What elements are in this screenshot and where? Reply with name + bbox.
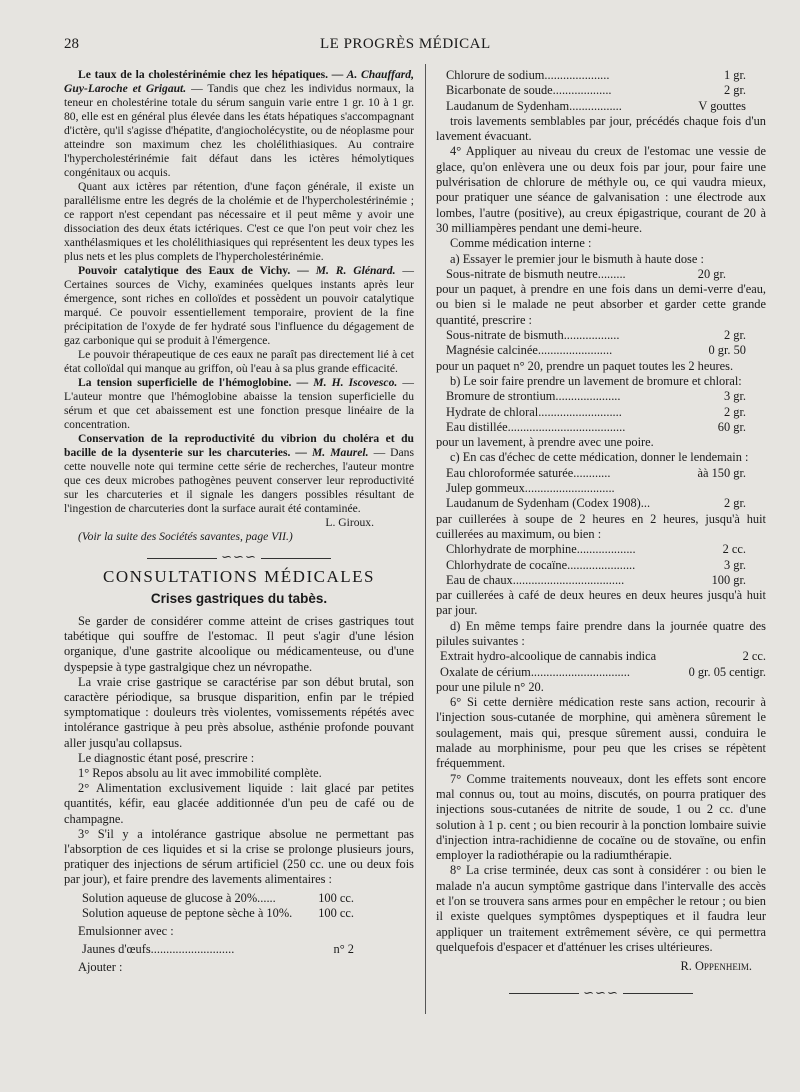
- paragraph: Se garder de considérer comme atteint de crises gastriques tout tabétique qui souffre de l'estomac. Il peut s'agir d'une lésion organique, d'une gastrite alcoolique ou médicamenteuse, ou d'une dyspepsie à type gastralgique chez un névropathe.: [64, 614, 414, 674]
- paragraph: Le pouvoir thérapeutique de ces eaux ne paraît pas directement lié à cet état colloïdal qui manque au griffon, où l'eau à sa plus grande efficacité.: [64, 348, 414, 375]
- prescription-line: Solution aqueuse de glucose à 20%...... 100 cc.: [82, 890, 354, 905]
- paragraph: 1° Repos absolu au lit avec immobilité complète.: [78, 766, 322, 781]
- abstract-vichy: [64, 264, 414, 348]
- abstract-body: — Tandis que chez les individus normaux, la teneur en cholestérine totale du sérum sanguin varie entre 1 gr. 10 à 1 gr. 80, elle est en général plus élevée dans les états hépatiques s'accompagnant d'ictère, qu'il s'agisse d'hépatite, d'angiocholécystite, ou de néoplasme pour atteindre son maximum chez les cholélithiasiques. Au contraire l'hypercholestérinémie fait défaut dans les ictères hémolytiques congénitaux ou acquis.: [64, 82, 414, 179]
- prescription-block: [436, 267, 766, 282]
- abstract-heading: Le taux de la cholestérinémie chez les hépatiques.: [78, 68, 328, 81]
- prescription-line: Bicarbonate de soude................... 2 gr.: [446, 83, 746, 98]
- prescription-line: Magnésie calcinée........................ 0 gr. 50: [446, 343, 746, 358]
- abstract-authors: — M. Maurel.: [295, 446, 369, 459]
- paragraph: 8° La crise terminée, deux cas sont à considérer : ou bien le malade n'a aucun symptôme gastrique dans l'intervalle des accès et l'on se trouvera sans armes pour en empêcher le retour ; ou bien il existe quelques symptômes dyspeptiques et il faudra leur appliquer un traitement extrêmement sévère, ce qui permettra quelquefois d'espacer et d'atténuer les crises ultérieures.: [436, 863, 766, 954]
- paragraph: par cuillerées à soupe de 2 heures en 2 heures, jusqu'à huit cuillerées au maximum, ou bien :: [436, 511, 766, 541]
- paragraph: Quant aux ictères par rétention, d'une façon générale, il existe un parallélisme entre les degrés de la cholémie et de l'hypercholestérinémie ; ce rapport n'est cependant pas nécessaire et il peut même y avoir une dissociation des deux états ictériques. C'est ce que l'on peut voir chez les xanthélasmiques et les cholélithiasiques qui représentent les deux types les plus nets et les plus complets de l'hypercholestérinémie.: [64, 180, 414, 263]
- abstract-heading: La tension superficielle de l'hémoglobine.: [78, 376, 292, 389]
- abstract-authors: — M. H. Iscovesco.: [296, 376, 398, 389]
- ornament-divider: ∽∽∽: [64, 550, 414, 564]
- prescription-line: Chlorure de sodium..................... 1 gr.: [446, 68, 746, 82]
- paragraph: par cuillerées à café de deux heures en deux heures jusqu'à huit par jour.: [436, 588, 766, 618]
- prescription-line: Eau de chaux.................................... 100 gr.: [446, 572, 746, 587]
- abstract-body: — Certaines sources de Vichy, examinées quelques instants après leur émergence, sont riches en colloïdes et possèdent un pouvoir catalytique marqué. Ce pouvoir essentiellement temporaire, provient de la fine précipitation de l'oxyde de fer hydraté sous l'influence du dégagement de gaz carbonique qui se produit à l'émergence.: [64, 264, 414, 347]
- abstract-heading: Pouvoir catalytique des Eaux de Vichy.: [78, 264, 291, 277]
- paragraph: Le diagnostic étant posé, prescrire :: [78, 750, 255, 765]
- paragraph: 7° Comme traitements nouveaux, dont les effets sont encore mal connus ou, tout au moins, discutés, on pourra pratiquer des injections sous-cutanées de nitrite de soude, 1 ou 2 cc. d'une solution à 1 p. cent ; ou bien recourir à la ponction lombaire suivie d'injection intra-rachidienne de cocaïne ou de stovaïne, ou enfin employer la radiothérapie ou la radiumthérapie.: [436, 771, 766, 863]
- prescription-line: Oxalate de cérium................................ 0 gr. 05 centigr.: [440, 664, 766, 679]
- prescription-block: [436, 542, 766, 588]
- page-number: 28: [64, 36, 79, 52]
- paragraph: pour un paquet, à prendre en une fois dans un demi-verre d'eau, ou bien si le malade ne peut absorber et garder cette grande quantité, prescrire :: [436, 282, 766, 327]
- abstract-authors: — A. Chauffard, Guy-Laroche et Grigaut.: [64, 68, 414, 95]
- paragraph: pour une pilule n° 20.: [436, 679, 544, 694]
- paragraph: a) Essayer le premier jour le bismuth à haute dose :: [450, 251, 704, 266]
- prescription-line: Sous-nitrate de bismuth neutre......... 20 gr.: [446, 266, 726, 281]
- prescription-block: [64, 891, 414, 921]
- paragraph: Ajouter :: [78, 960, 123, 975]
- paragraph: 6° Si cette dernière médication reste sans action, recourir à l'injection sous-cutanée de morphine, qui amènera sûrement le soulagement, mais qui, presque sûrement aussi, conduira le malade au morphinisme, pour peu que les crises se répètent fréquemment.: [436, 695, 766, 771]
- prescription-line: Laudanum de Sydenham (Codex 1908)... 2 gr.: [446, 496, 746, 511]
- signature: R. Oppenheim.: [680, 959, 752, 974]
- prescription-line: Eau chloroformée saturée............ àà 150 gr.: [446, 465, 746, 480]
- abstract-heading: Conservation de la reproductivité du vibrion du choléra et du bacille de la dysenterie sur les charcuteries.: [64, 432, 414, 459]
- section-title: CONSULTATIONS MÉDICALES: [103, 567, 375, 586]
- prescription-block: [436, 649, 766, 680]
- journal-title: LE PROGRÈS MÉDICAL: [320, 36, 491, 52]
- abstract-cholesterinemie: [64, 68, 414, 180]
- prescription-line: Bromure de strontium..................... 3 gr.: [446, 389, 746, 404]
- paragraph: trois lavements semblables par jour, précédés chaque fois d'un lavement évacuant.: [436, 113, 766, 144]
- continuation-note: (Voir la suite des Sociétés savantes, page VII.): [78, 530, 293, 543]
- ornament-divider: ∽∽∽: [436, 985, 766, 1000]
- abstract-authors: — M. R. Glénard.: [297, 264, 396, 277]
- prescription-block: [436, 466, 766, 512]
- paragraph: Comme médication interne :: [450, 236, 592, 251]
- paragraph: d) En même temps faire prendre dans la journée quatre des pilules suivantes :: [436, 618, 766, 648]
- prescription-line: Solution aqueuse de peptone sèche à 10%. 100 cc.: [82, 905, 354, 920]
- prescription-block: [436, 389, 766, 435]
- paragraph: 3° S'il y a intolérance gastrique absolue ne permettant pas l'absorption de ces liquides et si la crise se prolonge plusieurs jours, pratiquer des injections de sérum artificiel (250 cc. une ou deux fois par jour), et faire prendre des lavements alimentaires :: [64, 826, 414, 887]
- paragraph: pour un lavement, à prendre avec une poire.: [436, 435, 654, 450]
- prescription-block: [436, 328, 766, 359]
- prescription-line: Hydrate de chloral........................... 2 gr.: [446, 404, 746, 419]
- prescription-line: Jaunes d'œufs........................... n° 2: [82, 942, 354, 957]
- abstract-body: — L'auteur montre que l'hémoglobine abaisse la tension superficielle du sérum et que cet abaissement est une fonction presque linéaire de la concentration.: [64, 376, 415, 431]
- paragraph: pour un paquet n° 20, prendre un paquet toutes les 2 heures.: [436, 358, 734, 373]
- abstract-hemoglobine: [64, 376, 414, 432]
- signature: L. Giroux.: [325, 516, 374, 529]
- prescription-line: Extrait hydro-alcoolique de cannabis indica 2 cc.: [440, 649, 766, 664]
- left-column: [64, 68, 414, 976]
- prescription-line: Chlorhydrate de morphine................... 2 cc.: [446, 542, 746, 557]
- paragraph: b) Le soir faire prendre un lavement de bromure et chloral:: [450, 373, 742, 388]
- paragraph: 4° Appliquer au niveau du creux de l'estomac une vessie de glace, qu'on enlèvera une ou deux fois par jour, pour faire une pulvérisation de chlorure de méthyle ou, ce qui vaudra mieux, pour pratiquer une séance de galvanisation : une électrode aux lombes, l'autre (positive), au creux épigastrique, courant de 20 à 30 milliampères pendant une demi-heure.: [436, 144, 766, 235]
- paragraph: La vraie crise gastrique se caractérise par son début brutal, son caractère périodique, sa brusque disparition, enfin par le trépied symptomatique : douleurs très violentes, vomissements répétés avec intolérance gastrique à peu près absolue, asthénie profonde pouvant aller jusqu'au collapsus.: [64, 674, 414, 750]
- prescription-line: Laudanum de Sydenham................. V gouttes: [446, 98, 746, 113]
- prescription-line: Sous-nitrate de bismuth.................. 2 gr.: [446, 328, 746, 343]
- prescription-line: Chlorhydrate de cocaïne...................... 3 gr.: [446, 557, 746, 572]
- paragraph: c) En cas d'échec de cette médication, donner le lendemain :: [450, 450, 749, 465]
- abstract-body: — Dans cette nouvelle note qui termine cette série de recherches, l'auteur montre que ces deux microbes pathogènes peuvent conserver leur reproductivité sur les charcuteries et il signale les dangers possibles résultant de l'ingestion de charcuteries dont la surface aurait été contaminée.: [64, 446, 414, 515]
- prescription-line: Eau distillée...................................... 60 gr.: [446, 419, 746, 434]
- prescription-line: Julep gommeux.............................: [446, 481, 615, 496]
- right-column: [436, 68, 766, 1006]
- prescription-block: [436, 68, 766, 114]
- abstract-cholera: [64, 432, 414, 516]
- subsection-title: Crises gastriques du tabès.: [150, 591, 328, 606]
- column-divider: [425, 64, 426, 1014]
- paragraph: 2° Alimentation exclusivement liquide : lait glacé par petites quantités, kéfir, eau glacée additionnée d'un peu de café ou de champagne.: [64, 781, 414, 826]
- prescription-block: [64, 942, 414, 957]
- paragraph: Emulsionner avec :: [78, 924, 174, 939]
